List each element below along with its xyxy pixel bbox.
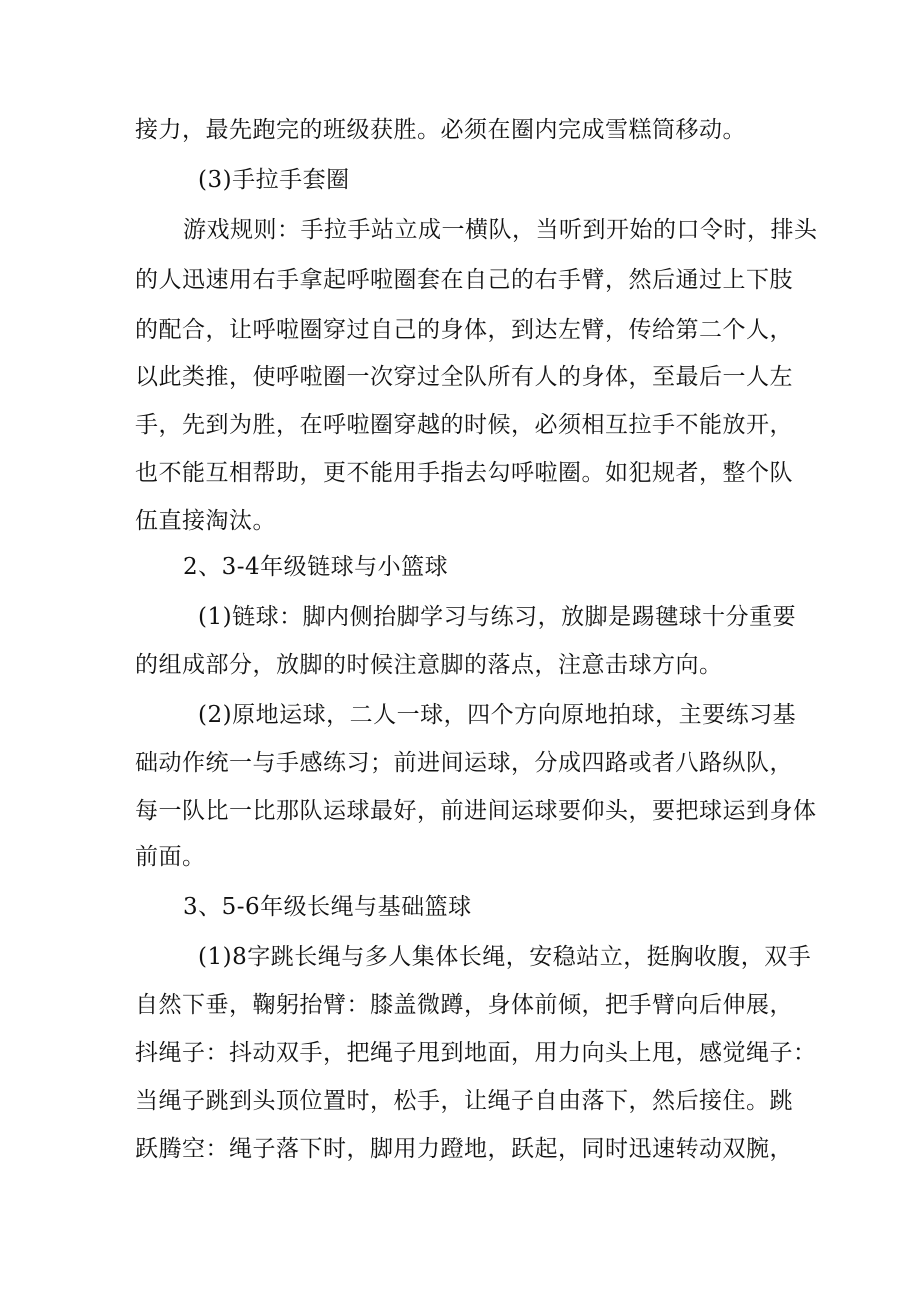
text-line: 抖绳子：抖动双手，把绳子甩到地面，用力向头上甩，感觉绳子：: [135, 1040, 817, 1066]
text-line: 的组成部分，放脚的时候注意脚的落点，注意击球方向。: [135, 652, 723, 678]
text-line: 每一队比一比那队运球最好，前进间运球要仰头，要把球运到身体: [135, 798, 817, 824]
text-line: 的配合，让呼啦圈穿过自己的身体，到达左臂，传给第二个人，: [135, 317, 793, 343]
text-line: 自然下垂，鞠躬抬臂：膝盖微蹲，身体前倾，把手臂向后伸展，: [135, 992, 793, 1018]
text-line: 游戏规则：手拉手站立成一横队，当听到开始的口令时，排头: [183, 217, 818, 243]
text-line: 以此类推，使呼啦圈一次穿过全队所有人的身体，至最后一人左: [135, 364, 793, 390]
text-line: 跃腾空：绳子落下时，脚用力蹬地，跃起，同时迅速转动双腕，: [135, 1136, 793, 1162]
section-heading: 2、3-4年级链球与小篮球: [183, 554, 449, 580]
section-heading: (3)手拉手套圈: [198, 167, 350, 193]
text-line: (1)链球：脚内侧抬脚学习与练习，放脚是踢毽球十分重要: [198, 604, 797, 630]
text-line: 手，先到为胜，在呼啦圈穿越的时候，必须相互拉手不能放开，: [135, 412, 793, 438]
section-heading: 3、5-6年级长绳与基础篮球: [183, 894, 472, 920]
text-line: 当绳子跳到头顶位置时，松手，让绳子自由落下，然后接住。跳: [135, 1088, 793, 1114]
text-line: 的人迅速用右手拿起呼啦圈套在自己的右手臂，然后通过上下肢: [135, 267, 793, 293]
text-line: (2)原地运球，二人一球，四个方向原地拍球，主要练习基: [198, 702, 797, 728]
text-line: 前面。: [135, 844, 206, 870]
text-line: (1)8字跳长绳与多人集体长绳，安稳站立，挺胸收腹，双手: [198, 944, 812, 970]
text-line: 础动作统一与手感练习；前进间运球，分成四路或者八路纵队，: [135, 750, 793, 776]
text-line: 也不能互相帮助，更不能用手指去勾呼啦圈。如犯规者，整个队: [135, 460, 793, 486]
text-line: 伍直接淘汰。: [135, 508, 276, 534]
text-line: 接力，最先跑完的班级获胜。必须在圈内完成雪糕筒移动。: [135, 117, 746, 143]
